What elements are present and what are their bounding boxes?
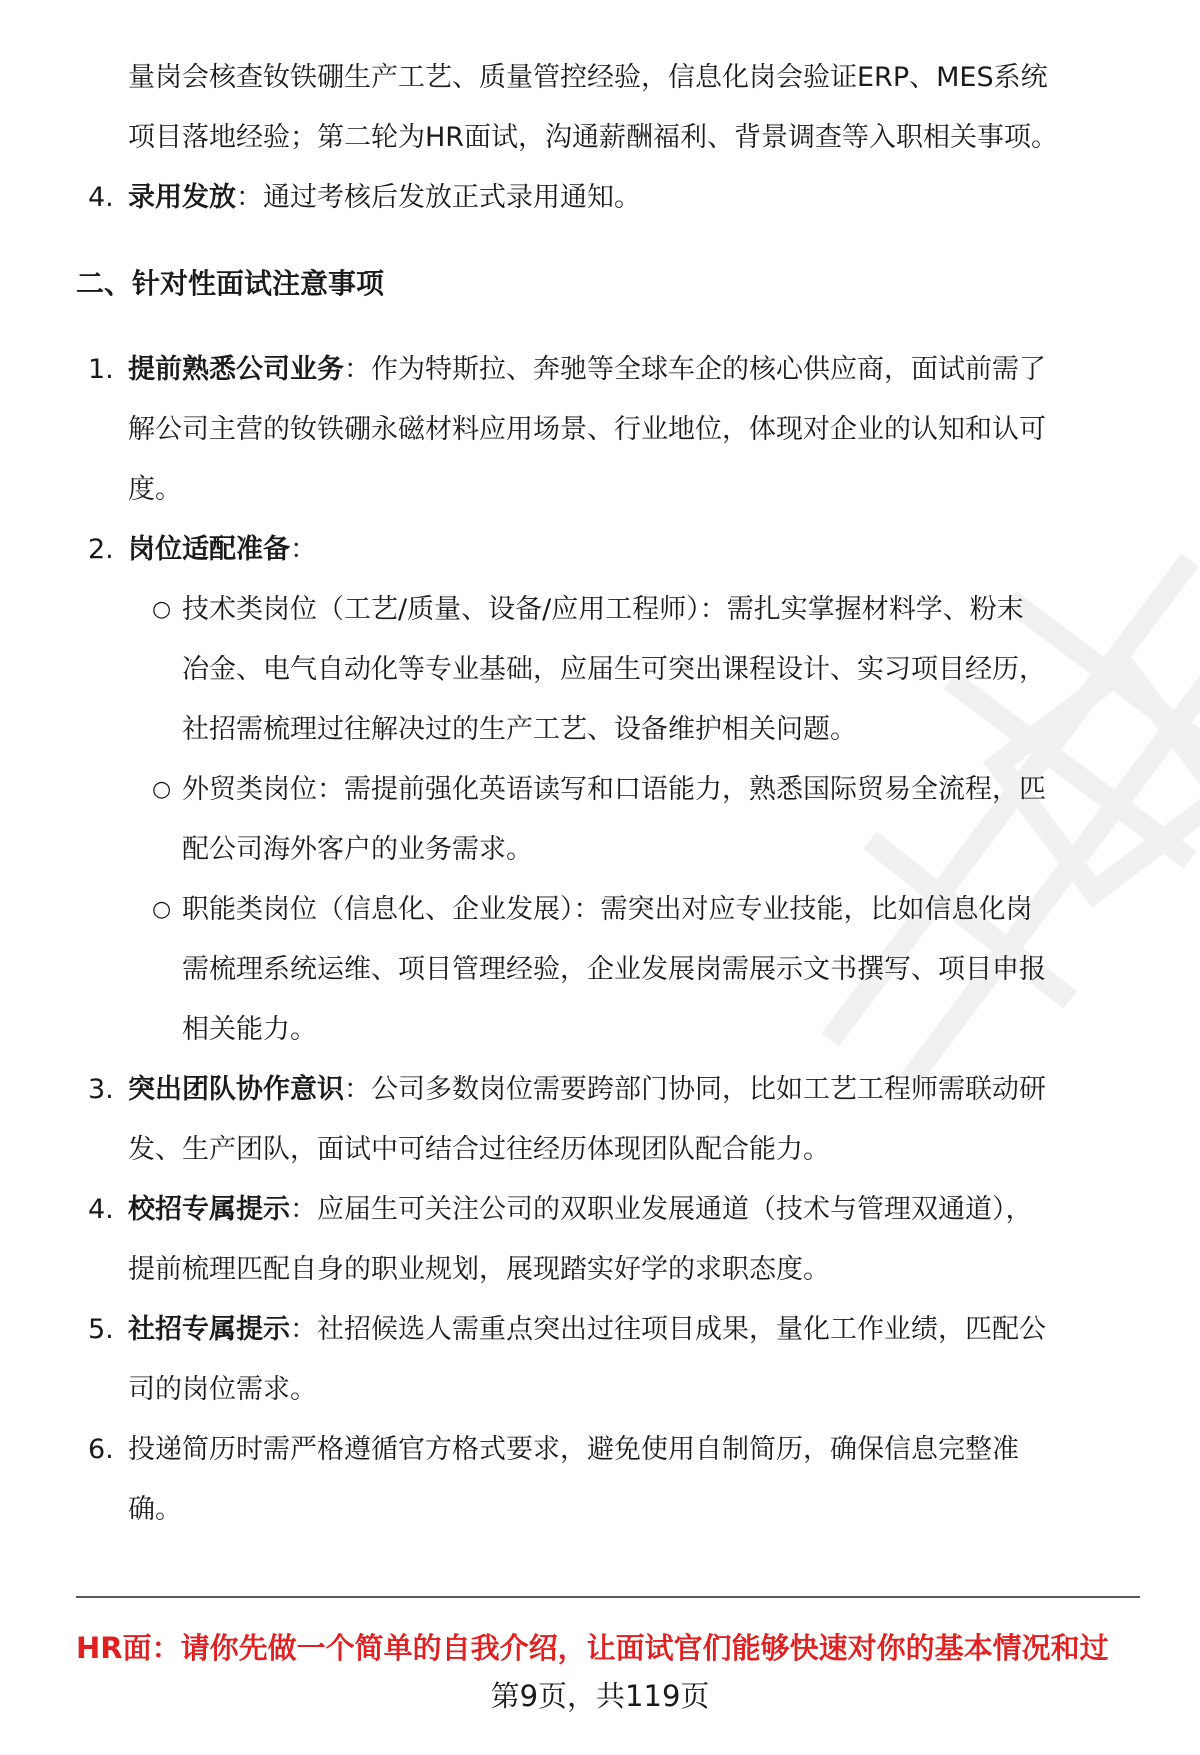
continuation-line-2: 项目落地经验；第二轮为HR面试，沟通薪酬福利、背景调查等入职相关事项。 bbox=[128, 122, 1059, 153]
section-heading: 二、针对性面试注意事项 bbox=[76, 267, 385, 300]
list-number: 3. bbox=[88, 1074, 114, 1105]
list-number: 5. bbox=[88, 1314, 114, 1345]
sub-item-text-line: 社招需梳理过往解决过的生产工艺、设备维护相关问题。 bbox=[182, 714, 857, 745]
list-item bbox=[76, 520, 1140, 580]
item-text: 投递简历时需严格遵循官方格式要求，避免使用自制简历，确保信息完整准 bbox=[128, 1434, 1019, 1465]
sub-list-item bbox=[76, 760, 1140, 820]
item-text: ：应届生可关注公司的双职业发展通道（技术与管理双通道）， bbox=[290, 1194, 1033, 1225]
list-item bbox=[76, 1420, 1140, 1480]
item-text-line: 确。 bbox=[128, 1494, 182, 1525]
process-item-4 bbox=[76, 168, 1140, 228]
list-number: 2. bbox=[88, 534, 114, 565]
item-text: ：通过考核后发放正式录用通知。 bbox=[236, 182, 641, 213]
list-item bbox=[76, 1180, 1140, 1240]
sub-item-text: 外贸类岗位：需提前强化英语读写和口语能力，熟悉国际贸易全流程，匹 bbox=[182, 774, 1046, 805]
page-number: 第9页，共119页 bbox=[490, 1679, 710, 1713]
item-text: ：公司多数岗位需要跨部门协同，比如工艺工程师需联动研 bbox=[344, 1074, 1046, 1105]
hollow-bullet-icon: ○ bbox=[152, 597, 172, 622]
sub-list-item bbox=[76, 880, 1140, 940]
item-title: 突出团队协作意识 bbox=[128, 1074, 344, 1105]
list-item bbox=[76, 340, 1140, 400]
item-title: 社招专属提示 bbox=[128, 1314, 290, 1345]
list-item bbox=[76, 1300, 1140, 1360]
list-item bbox=[76, 1060, 1140, 1120]
list-number: 1. bbox=[88, 354, 114, 385]
sub-list-item bbox=[76, 580, 1140, 640]
item-text-line: 解公司主营的钕铁硼永磁材料应用场景、行业地位，体现对企业的认知和认可 bbox=[128, 414, 1046, 445]
document-body bbox=[76, 48, 1140, 1540]
sub-item-text: 职能类岗位（信息化、企业发展）：需突出对应专业技能，比如信息化岗 bbox=[182, 894, 1033, 925]
item-text-line: 度。 bbox=[128, 474, 182, 505]
item-title: 岗位适配准备 bbox=[128, 534, 290, 565]
list-number: 4. bbox=[88, 182, 114, 213]
sub-item-text-line: 相关能力。 bbox=[182, 1014, 317, 1045]
hollow-bullet-icon: ○ bbox=[152, 777, 172, 802]
item-text-line: 司的岗位需求。 bbox=[128, 1374, 317, 1405]
sub-item-text-line: 需梳理系统运维、项目管理经验，企业发展岗需展示文书撰写、项目申报 bbox=[182, 954, 1046, 985]
item-text-line: 发、生产团队，面试中可结合过往经历体现团队配合能力。 bbox=[128, 1134, 830, 1165]
sub-item-text-line: 冶金、电气自动化等专业基础，应届生可突出课程设计、实习项目经历， bbox=[182, 654, 1046, 685]
item-text: ：社招候选人需重点突出过往项目成果，量化工作业绩，匹配公 bbox=[290, 1314, 1046, 1345]
sub-item-text-line: 配公司海外客户的业务需求。 bbox=[182, 834, 533, 865]
item-title: 校招专属提示 bbox=[128, 1194, 290, 1225]
item-text: ： bbox=[290, 534, 317, 565]
hollow-bullet-icon: ○ bbox=[152, 897, 172, 922]
continuation-line-1: 量岗会核查钕铁硼生产工艺、质量管控经验，信息化岗会验证ERP、MES系统 bbox=[128, 62, 1048, 93]
sub-item-text: 技术类岗位（工艺/质量、设备/应用工程师）：需扎实掌握材料学、粉末 bbox=[182, 594, 1024, 625]
list-number: 4. bbox=[88, 1194, 114, 1225]
horizontal-divider bbox=[76, 1596, 1140, 1598]
item-title: 提前熟悉公司业务 bbox=[128, 354, 344, 385]
list-number: 6. bbox=[88, 1434, 114, 1465]
item-text: ：作为特斯拉、奔驰等全球车企的核心供应商，面试前需了 bbox=[344, 354, 1046, 385]
item-title: 录用发放 bbox=[128, 182, 236, 213]
hr-interview-question: HR面：请你先做一个简单的自我介绍，让面试官们能够快速对你的基本情况和过 bbox=[76, 1631, 1109, 1665]
item-text-line: 提前梳理匹配自身的职业规划，展现踏实好学的求职态度。 bbox=[128, 1254, 830, 1285]
